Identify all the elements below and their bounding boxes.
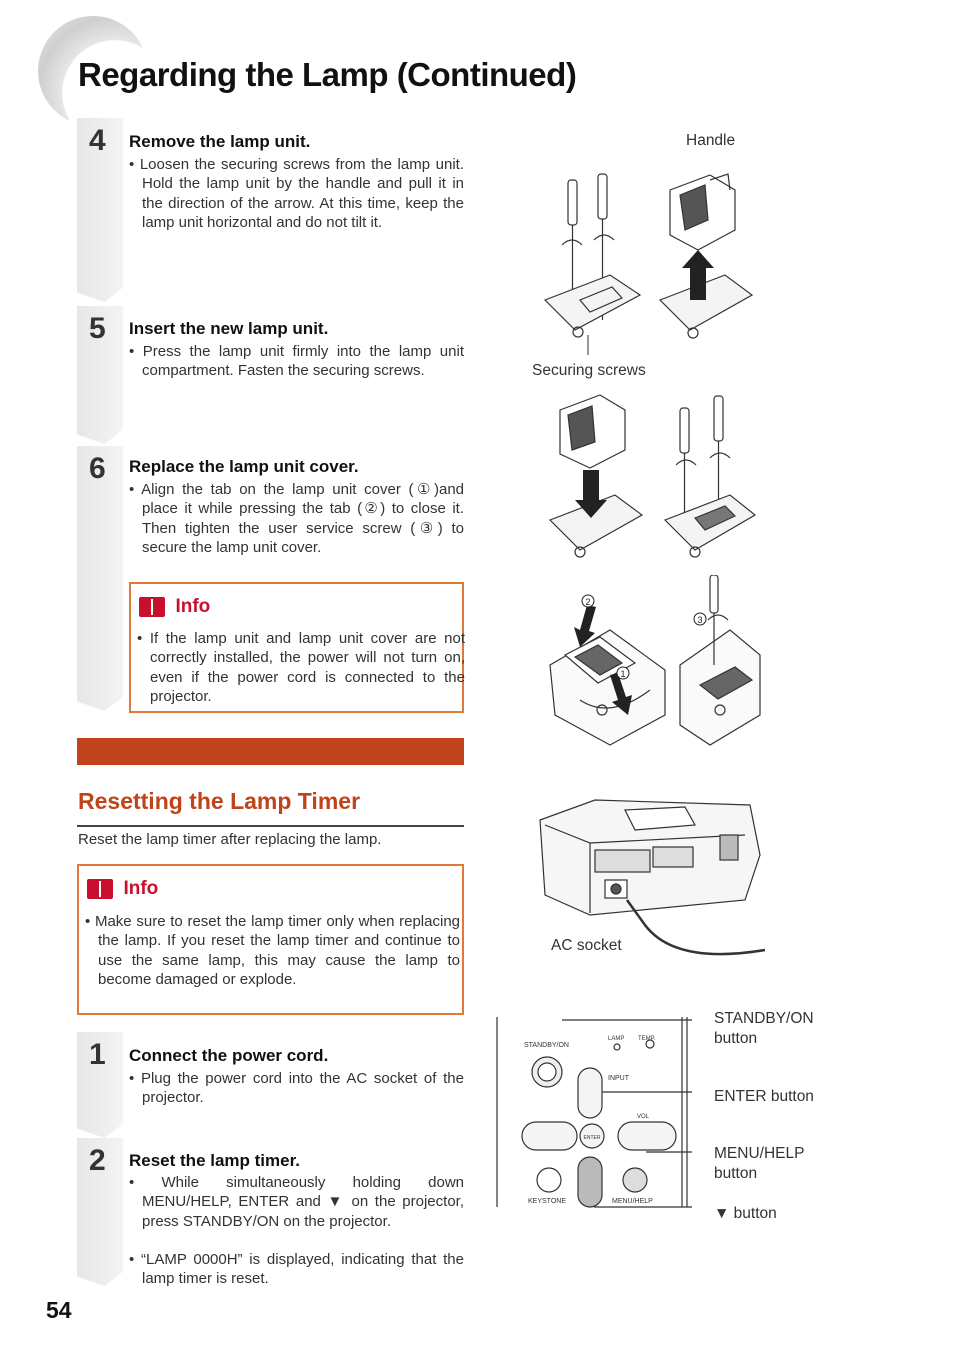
step-bullet: • Align the tab on the lamp unit cover (①)and place it while pressing the tab (②) to close it. Then tighten the user service screw (③) to secure the lamp unit cover. <box>129 481 464 556</box>
section-rule <box>77 825 464 827</box>
info-label: Info <box>175 596 211 617</box>
panel-vol: VOL <box>637 1114 650 1120</box>
panel-lamp: LAMP <box>608 1036 625 1042</box>
info-text: • If the lamp unit and lamp unit cover are not correctly installed, the power will not turn on, even if the power cord is connected to the projector. <box>137 630 466 705</box>
step-tab-6 <box>77 446 123 695</box>
step-heading: Remove the lamp unit. <box>129 132 311 151</box>
panel-menu-help: MENU/HELP <box>612 1198 653 1205</box>
panel-enter: ENTER <box>583 1135 601 1141</box>
step-number: 2 <box>89 1144 106 1177</box>
label-menu-help: MENU/HELP button <box>714 1145 805 1182</box>
step-number: 4 <box>89 124 106 157</box>
section-title: Resetting the Lamp Timer <box>78 788 361 814</box>
step-tab-1 <box>77 1032 123 1122</box>
page-number: 54 <box>46 1297 72 1323</box>
label-securing-screws: Securing screws <box>532 362 646 379</box>
info-box-2 <box>77 864 464 1015</box>
panel-standby-on: STANDBY/ON <box>524 1042 569 1049</box>
marker-1: 1 <box>620 669 626 679</box>
section-intro: Reset the lamp timer after replacing the lamp. <box>78 831 382 848</box>
figure-insert-lamp <box>530 390 770 570</box>
step-tab-2 <box>77 1138 123 1270</box>
marker-2: 2 <box>585 597 591 607</box>
step-heading: Connect the power cord. <box>129 1046 329 1065</box>
figure-remove-lamp <box>530 150 770 360</box>
step-number: 6 <box>89 452 106 485</box>
figure-projector-ac <box>535 795 770 970</box>
figure-control-panel <box>492 1012 692 1212</box>
book-icon <box>87 879 113 899</box>
step-heading: Replace the lamp unit cover. <box>129 457 359 476</box>
marker-3: 3 <box>697 615 703 625</box>
step-number: 5 <box>89 312 106 345</box>
book-icon <box>139 597 165 617</box>
label-handle: Handle <box>686 132 736 149</box>
info-header <box>139 596 210 618</box>
info-text: • Make sure to reset the lamp timer only when replacing the lamp. If you reset the lamp timer and continue to use the same lamp, this may cause the lamp to become damaged or explode. <box>85 913 461 988</box>
figure-replace-cover <box>540 575 765 755</box>
label-standby-on: STANDBY/ON button <box>714 1010 814 1047</box>
panel-temp: TEMP. <box>638 1036 656 1042</box>
info-box <box>129 582 464 713</box>
panel-input: INPUT <box>608 1075 629 1082</box>
step-bullet: • Loosen the securing screws from the lamp unit. Hold the lamp unit by the handle and pull it in the direction of the arrow. At this time, keep the lamp unit horizontal and do not tilt it. <box>129 156 464 231</box>
label-enter: ENTER button <box>714 1088 814 1105</box>
label-down: ▼ button <box>714 1205 777 1222</box>
step-bullet: • “LAMP 0000H” is displayed, indicating that the lamp timer is reset. <box>129 1251 464 1288</box>
step-heading: Insert the new lamp unit. <box>129 319 329 338</box>
step-bullet: • While simultaneously holding down MENU/HELP, ENTER and ▼ on the projector, press STANDBY/ON on the projector. <box>129 1174 464 1230</box>
step-tab-4 <box>77 118 123 286</box>
page-title: Regarding the Lamp (Continued) <box>78 56 577 93</box>
step-tab-5 <box>77 306 123 428</box>
step-bullet: • Plug the power cord into the AC socket of the projector. <box>129 1070 464 1107</box>
step-bullet: • Press the lamp unit firmly into the lamp unit compartment. Fasten the securing screws. <box>129 343 464 380</box>
section-bar <box>77 738 464 765</box>
panel-keystone: KEYSTONE <box>528 1198 566 1205</box>
info-header <box>87 878 158 900</box>
info-label: Info <box>123 878 159 899</box>
label-ac-socket: AC socket <box>551 937 622 954</box>
step-heading: Reset the lamp timer. <box>129 1151 301 1170</box>
step-number: 1 <box>89 1038 106 1071</box>
